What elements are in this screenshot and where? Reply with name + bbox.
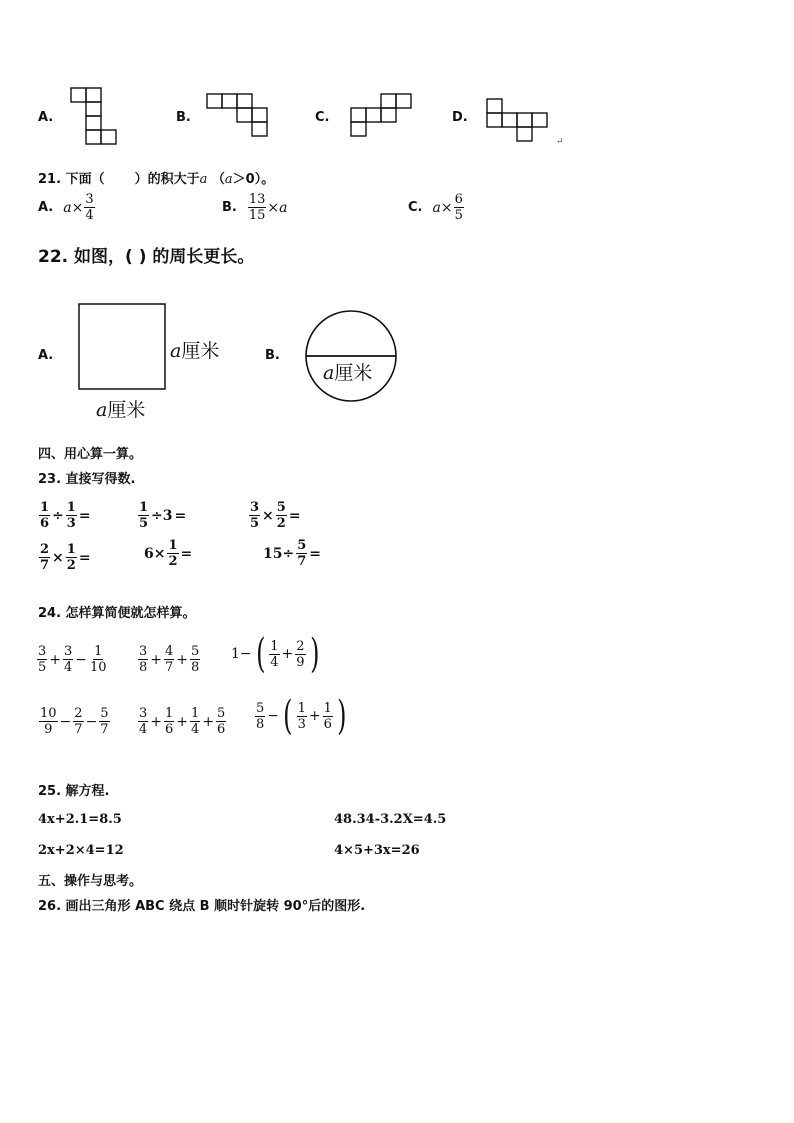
- q20-option-c-letter: C.: [315, 110, 330, 125]
- q24-expr-3: 1− ( $\frac{1}{4}$ + $\frac{2}{9}$ ): [231, 631, 320, 677]
- square-bottom-label: a厘米: [96, 399, 146, 421]
- q24-expr-5: $\frac{3}{4}$ + $\frac{1}{6}$ + $\frac{1}{4}$ + $\frac{5}{6}$: [139, 706, 226, 737]
- q21-option-b[interactable]: B. $\frac{13}{15}$ ×a: [222, 192, 288, 223]
- q22-square-figure: [78, 303, 168, 393]
- q23-item-5: 6× $\frac{1}{2}$ =: [144, 538, 193, 569]
- q23-item-3: $\frac{3}{5}$ × $\frac{5}{2}$ =: [250, 500, 301, 531]
- q23-item-2: $\frac{1}{5}$ ÷3 =: [139, 500, 187, 531]
- q20-option-c-net: [350, 93, 414, 139]
- q21-question: 21. 下面（ ）的积大于a （a＞0）。: [38, 172, 275, 187]
- q23-title: 23. 直接写得数.: [38, 472, 136, 487]
- section-5-heading: 五、操作与思考。: [38, 874, 143, 889]
- q25-title: 25. 解方程.: [38, 784, 110, 799]
- q22-option-b-letter[interactable]: B.: [265, 348, 280, 363]
- q20-option-d-net: [486, 98, 550, 144]
- q25-equation-3: 2x+2×4=12: [38, 843, 124, 858]
- q23-item-1: $\frac{1}{6}$ ÷ $\frac{1}{3}$ =: [40, 500, 91, 531]
- q20-option-a-net: [70, 87, 118, 147]
- square-side-label: a厘米: [170, 340, 220, 362]
- q24-expr-2: $\frac{3}{8}$ + $\frac{4}{7}$ + $\frac{5}{8}$: [139, 644, 200, 675]
- q25-equation-4: 4×5+3x=26: [334, 843, 420, 858]
- q24-expr-6: $\frac{5}{8}$ − ( $\frac{1}{3}$ + $\frac{1}{6}$ ): [256, 693, 347, 739]
- q20-option-a-letter: A.: [38, 110, 54, 125]
- q20-option-b-net: [206, 93, 270, 139]
- section-4-heading: 四、用心算一算。: [38, 447, 143, 462]
- q20-option-d-letter: D.: [452, 110, 468, 125]
- q25-equation-2: 48.34-3.2X=4.5: [334, 812, 447, 827]
- q24-expr-4: $\frac{10}{9}$ − $\frac{2}{7}$ − $\frac{5}{7}$: [40, 706, 109, 737]
- q23-item-4: $\frac{2}{7}$ × $\frac{1}{2}$ =: [40, 542, 91, 573]
- return-mark: ↵: [556, 137, 564, 147]
- q22-question: 22. 如图，( ) 的周长更长。: [38, 247, 255, 267]
- q23-item-6: 15÷ $\frac{5}{7}$ =: [263, 538, 321, 569]
- q22-circle-figure: [304, 310, 398, 404]
- circle-diameter-label: a厘米: [323, 362, 373, 384]
- q22-option-a-letter[interactable]: A.: [38, 348, 54, 363]
- q21-option-c[interactable]: C. a× $\frac{6}{5}$: [408, 192, 463, 223]
- q24-title: 24. 怎样算简便就怎样算。: [38, 606, 196, 621]
- q25-equation-1: 4x+2.1=8.5: [38, 812, 122, 827]
- q24-expr-1: $\frac{3}{5}$ + $\frac{3}{4}$ − $\frac{1}{10}$: [38, 644, 107, 675]
- q20-option-b-letter: B.: [176, 110, 191, 125]
- q26-question: 26. 画出三角形 ABC 绕点 B 顺时针旋转 90°后的图形.: [38, 899, 366, 914]
- q21-option-a[interactable]: A. a× $\frac{3}{4}$: [38, 192, 94, 223]
